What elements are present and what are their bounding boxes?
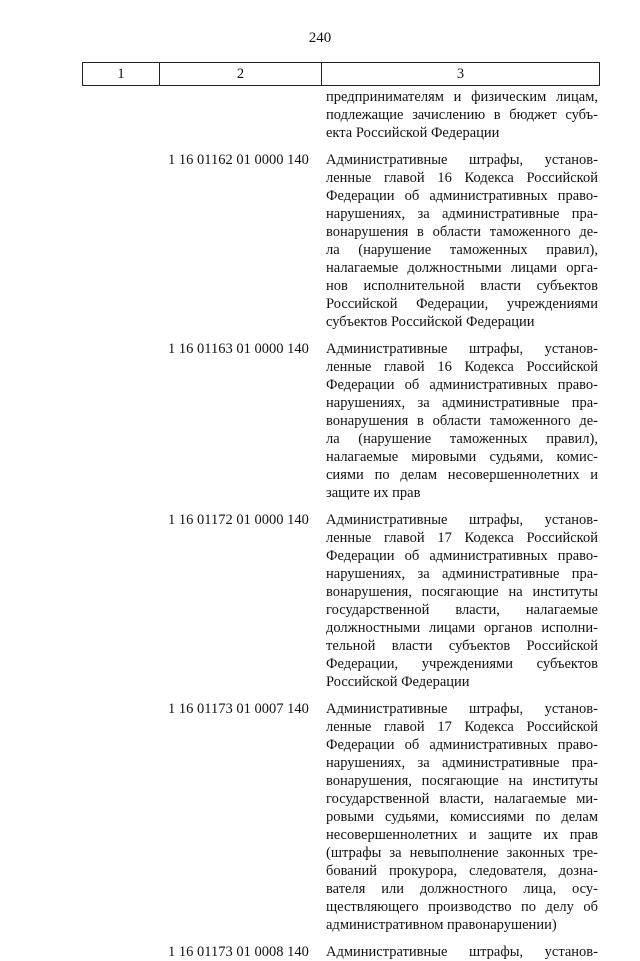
description-line: Федерации об административных право-	[326, 377, 598, 393]
description-line: нарушениях, за административные пра-	[326, 206, 598, 222]
table-row	[0, 88, 640, 142]
description-line: должностными лицами органов исполни-	[326, 620, 598, 636]
description-line: вателя или должностного лица, осу-	[326, 881, 598, 897]
description-line: Федерации об административных право-	[326, 737, 598, 753]
description-line: Федерации, учреждениями субъектов	[326, 656, 598, 672]
description-line: Административные штрафы, установ-	[326, 701, 598, 717]
description-line: ленные главой 16 Кодекса Российской	[326, 170, 598, 186]
description-line: сиями по делам несовершеннолетних и	[326, 467, 598, 483]
budget-code: 1 16 01163 01 0000 140	[168, 341, 309, 357]
description	[326, 943, 598, 961]
description-line: ла (нарушение таможенных правил),	[326, 242, 598, 258]
table-body	[0, 88, 640, 961]
page-number: 240	[308, 30, 332, 46]
description-line: ленные главой 17 Кодекса Российской	[326, 719, 598, 735]
table-row	[0, 943, 640, 961]
description-line: Федерации об административных право-	[326, 188, 598, 204]
description	[326, 340, 598, 502]
description-line: государственной власти, налагаемые ми-	[326, 791, 598, 807]
table-row	[0, 151, 640, 331]
description-line: Административные штрафы, установ-	[326, 512, 598, 528]
table-row	[0, 511, 640, 691]
budget-code: 1 16 01173 01 0007 140	[168, 701, 309, 717]
description-line: защите их прав	[326, 485, 421, 501]
description-line: Российской Федерации, учреждениями	[326, 296, 598, 312]
description	[326, 511, 598, 691]
description-line: предпринимателям и физическим лицам,	[326, 89, 598, 105]
description-line: нарушениях, за административные пра-	[326, 395, 598, 411]
description-line: Административные штрафы, установ-	[326, 944, 598, 960]
description	[326, 151, 598, 331]
description-line: Административные штрафы, установ-	[326, 152, 598, 168]
description-line: вонарушения, посягающие на институты	[326, 584, 598, 600]
budget-code: 1 16 01173 01 0008 140	[168, 944, 309, 960]
description	[326, 88, 598, 142]
description	[326, 700, 598, 934]
description-line: государственной власти, налагаемые	[326, 602, 598, 618]
description-line: Российской Федерации	[326, 674, 470, 690]
description-line: (штрафы за невыполнение законных тре-	[326, 845, 598, 861]
description-line: субъектов Российской Федерации	[326, 314, 535, 330]
description-line: нарушениях, за административные пра-	[326, 755, 598, 771]
row-gap	[0, 502, 640, 511]
row-gap	[0, 691, 640, 700]
table-row	[0, 340, 640, 502]
description-line: налагаемые должностными лицами орга-	[326, 260, 598, 276]
description-line: вонарушения, посягающие на институты	[326, 773, 598, 789]
header-col-3: 3	[456, 65, 465, 82]
description-line: ла (нарушение таможенных правил),	[326, 431, 598, 447]
description-line: ществляющего производство по делу об	[326, 899, 598, 915]
row-gap	[0, 142, 640, 151]
description-line: Административные штрафы, установ-	[326, 341, 598, 357]
description-line: ленные главой 16 Кодекса Российской	[326, 359, 598, 375]
row-gap	[0, 934, 640, 943]
description-line: налагаемые мировыми судьями, комис-	[326, 449, 598, 465]
table-header	[82, 62, 600, 86]
description-line: тельной власти субъектов Российской	[326, 638, 598, 654]
budget-code: 1 16 01172 01 0000 140	[168, 512, 309, 528]
header-col-1: 1	[83, 63, 160, 85]
budget-code: 1 16 01162 01 0000 140	[168, 152, 309, 168]
description-line: несовершеннолетних и защите их прав	[326, 827, 598, 843]
description-line: ровыми судьями, комиссиями по делам	[326, 809, 598, 825]
description-line: подлежащие зачислению в бюджет субъ-	[326, 107, 598, 123]
description-line: вонарушения в области таможенного де-	[326, 224, 598, 240]
row-gap	[0, 331, 640, 340]
description-line: ленные главой 17 Кодекса Российской	[326, 530, 598, 546]
description-line: административном правонарушении)	[326, 917, 557, 933]
header-col-2: 2	[160, 63, 322, 85]
description-line: бований прокурора, следователя, дозна-	[326, 863, 598, 879]
description-line: нарушениях, за административные пра-	[326, 566, 598, 582]
description-line: вонарушения в области таможенного де-	[326, 413, 598, 429]
description-line: нов исполнительной власти субъектов	[326, 278, 598, 294]
table-row	[0, 700, 640, 934]
description-line: екта Российской Федерации	[326, 125, 500, 141]
description-line: Федерации об административных право-	[326, 548, 598, 564]
